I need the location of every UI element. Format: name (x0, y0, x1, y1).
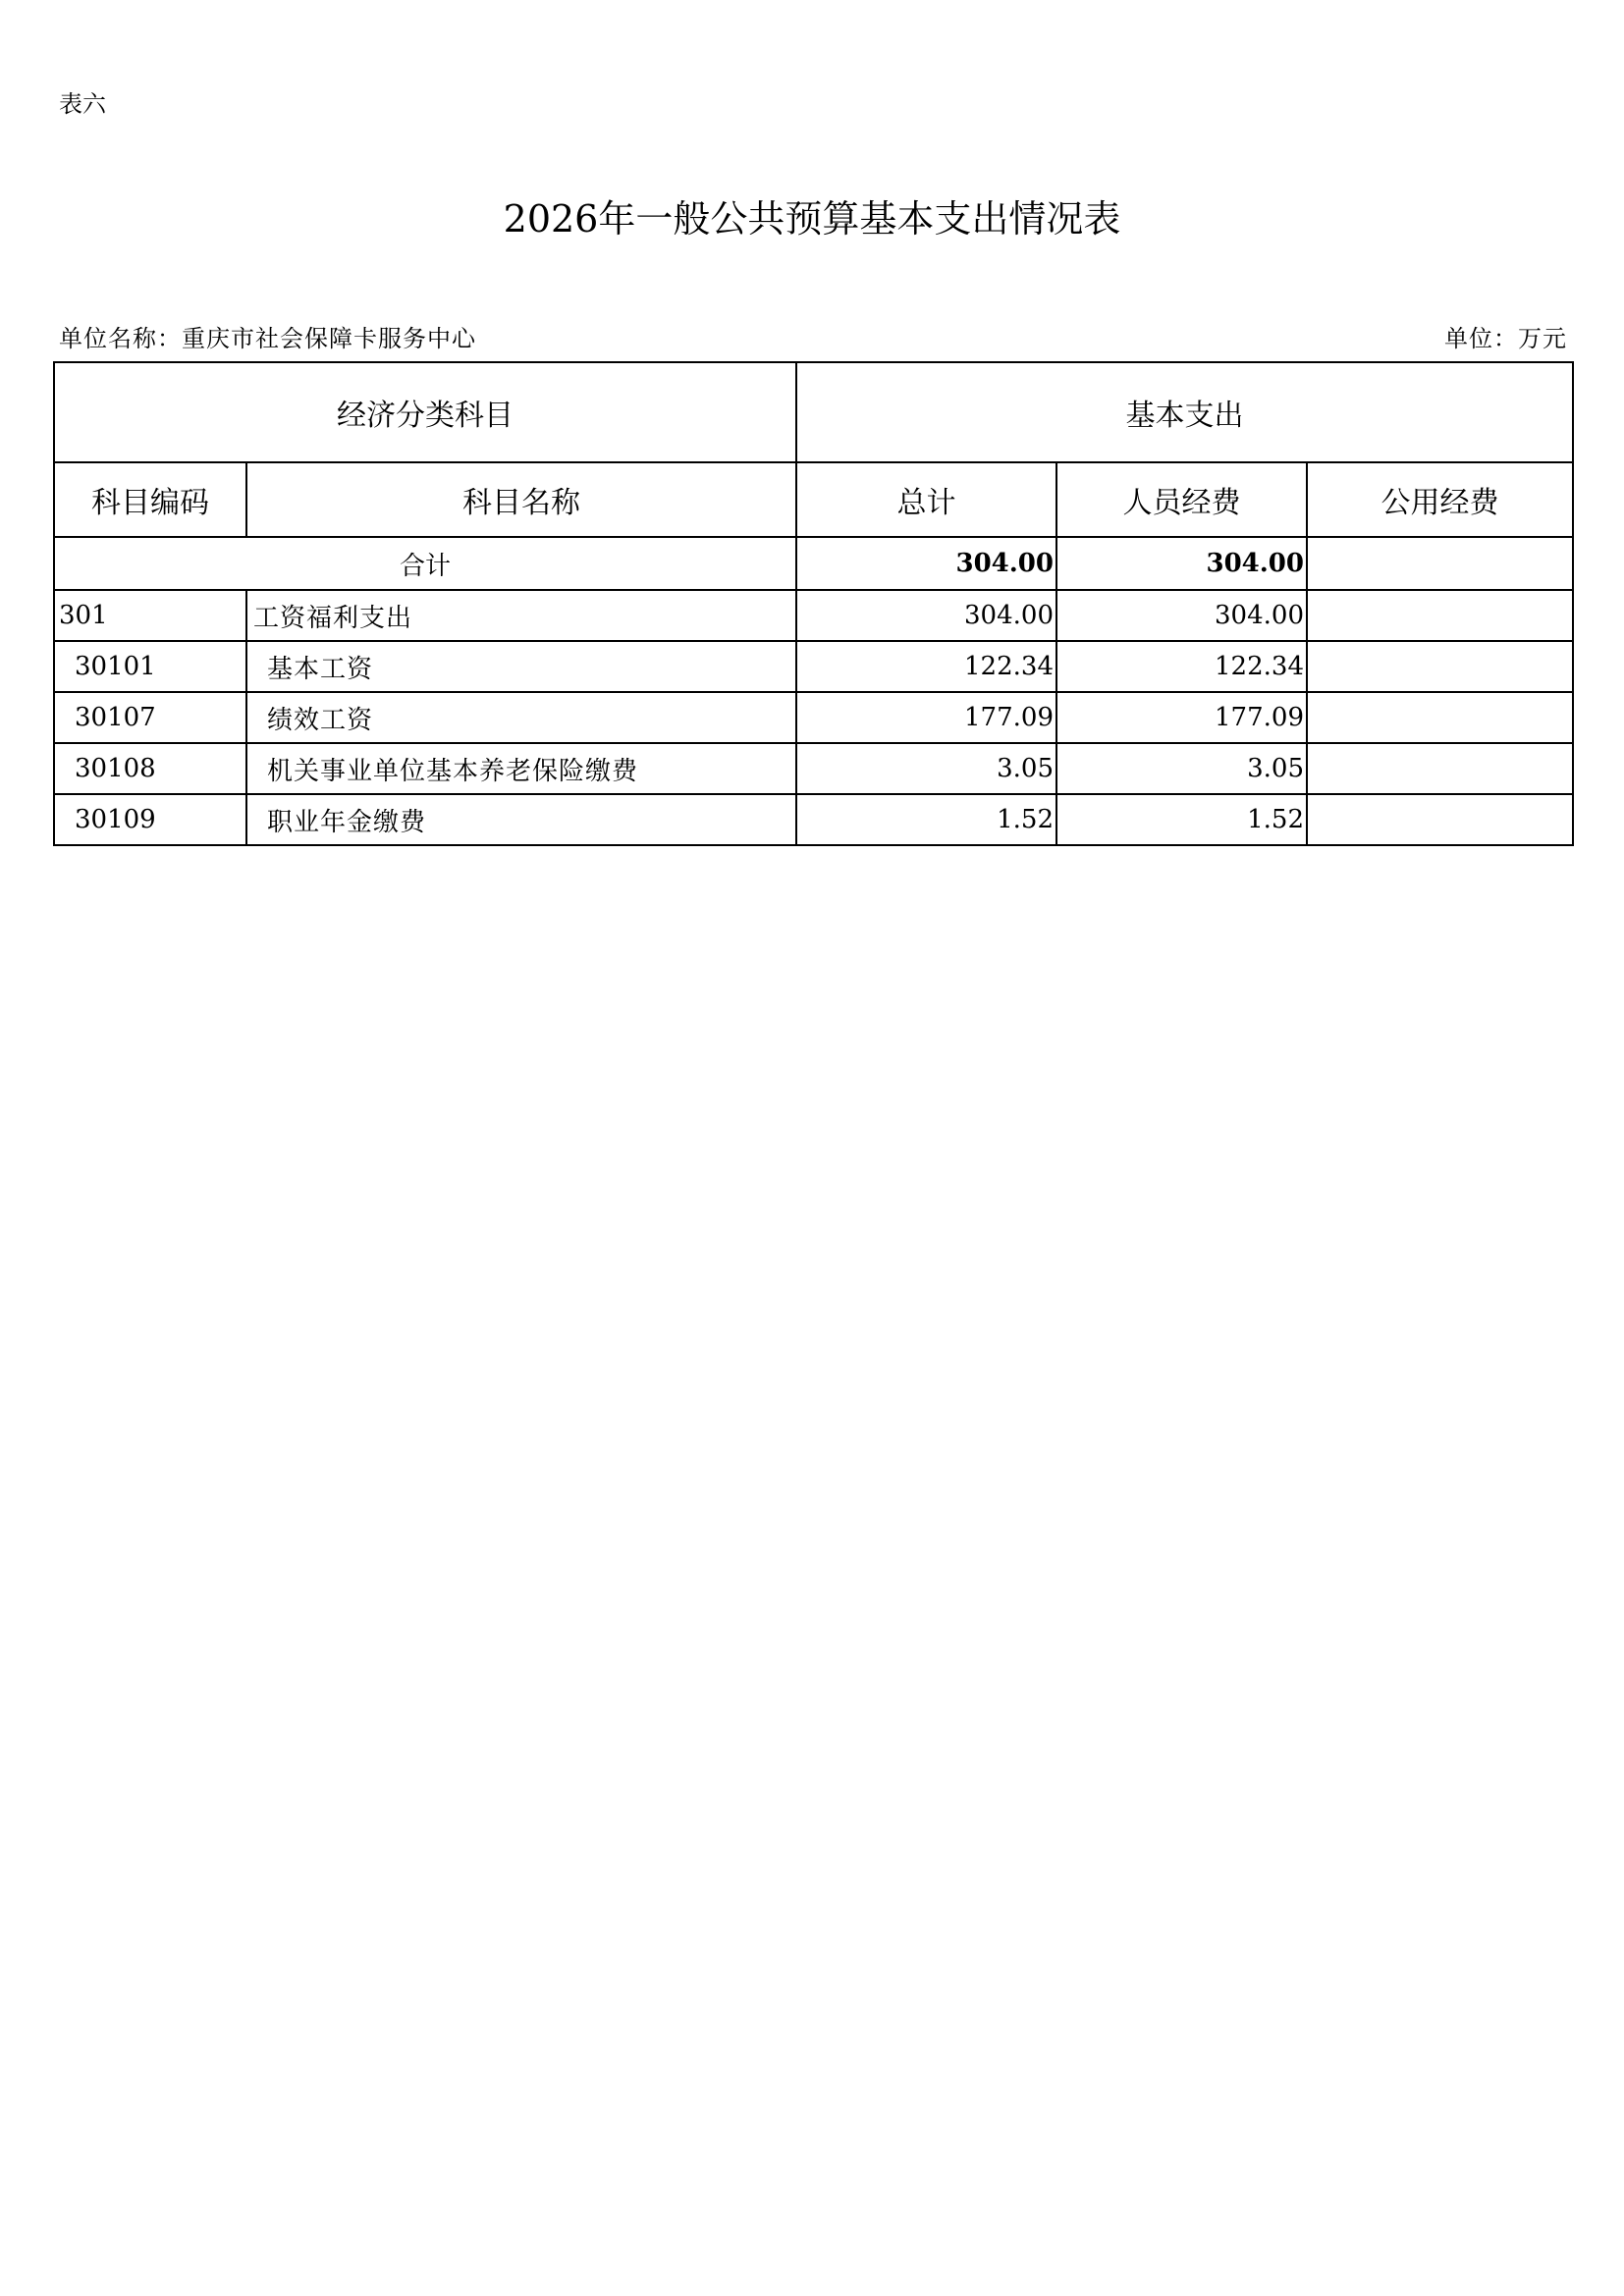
row-total: 122.34 (796, 641, 1056, 692)
header-public: 公用经费 (1307, 462, 1573, 537)
row-code: 30109 (54, 794, 246, 845)
row-name: 绩效工资 (246, 692, 796, 743)
header-basic-expenditure: 基本支出 (796, 362, 1573, 462)
row-public (1307, 794, 1573, 845)
row-code: 30107 (54, 692, 246, 743)
row-total: 304.00 (796, 590, 1056, 641)
row-name: 机关事业单位基本养老保险缴费 (246, 743, 796, 794)
row-personnel: 304.00 (1056, 590, 1307, 641)
row-personnel: 1.52 (1056, 794, 1307, 845)
total-personnel: 304.00 (1056, 537, 1307, 590)
total-public (1307, 537, 1573, 590)
row-name: 职业年金缴费 (246, 794, 796, 845)
row-name: 工资福利支出 (246, 590, 796, 641)
total-row (54, 537, 1573, 590)
row-personnel: 3.05 (1056, 743, 1307, 794)
row-total: 1.52 (796, 794, 1056, 845)
row-public (1307, 590, 1573, 641)
page-title: 2026年一般公共预算基本支出情况表 (503, 197, 1121, 240)
header-personnel: 人员经费 (1056, 462, 1307, 537)
row-code: 301 (54, 590, 246, 641)
unit-name: 单位名称：重庆市社会保障卡服务中心 (59, 325, 476, 352)
row-total: 177.09 (796, 692, 1056, 743)
table-row (54, 743, 1573, 794)
total-total: 304.00 (796, 537, 1056, 590)
row-code: 30108 (54, 743, 246, 794)
row-total: 3.05 (796, 743, 1056, 794)
row-personnel: 122.34 (1056, 641, 1307, 692)
header-name: 科目名称 (246, 462, 796, 537)
row-personnel: 177.09 (1056, 692, 1307, 743)
row-name: 基本工资 (246, 641, 796, 692)
header-code: 科目编码 (54, 462, 246, 537)
row-public (1307, 641, 1573, 692)
table-number: 表六 (59, 90, 106, 118)
table-row (54, 641, 1573, 692)
table-row (54, 794, 1573, 845)
row-public (1307, 743, 1573, 794)
table-row (54, 590, 1573, 641)
table-row (54, 692, 1573, 743)
row-public (1307, 692, 1573, 743)
header-total: 总计 (796, 462, 1056, 537)
header-econ-class: 经济分类科目 (54, 362, 796, 462)
currency-unit: 单位：万元 (1444, 325, 1567, 352)
row-code: 30101 (54, 641, 246, 692)
total-label: 合计 (54, 537, 796, 590)
budget-table (53, 361, 1574, 846)
